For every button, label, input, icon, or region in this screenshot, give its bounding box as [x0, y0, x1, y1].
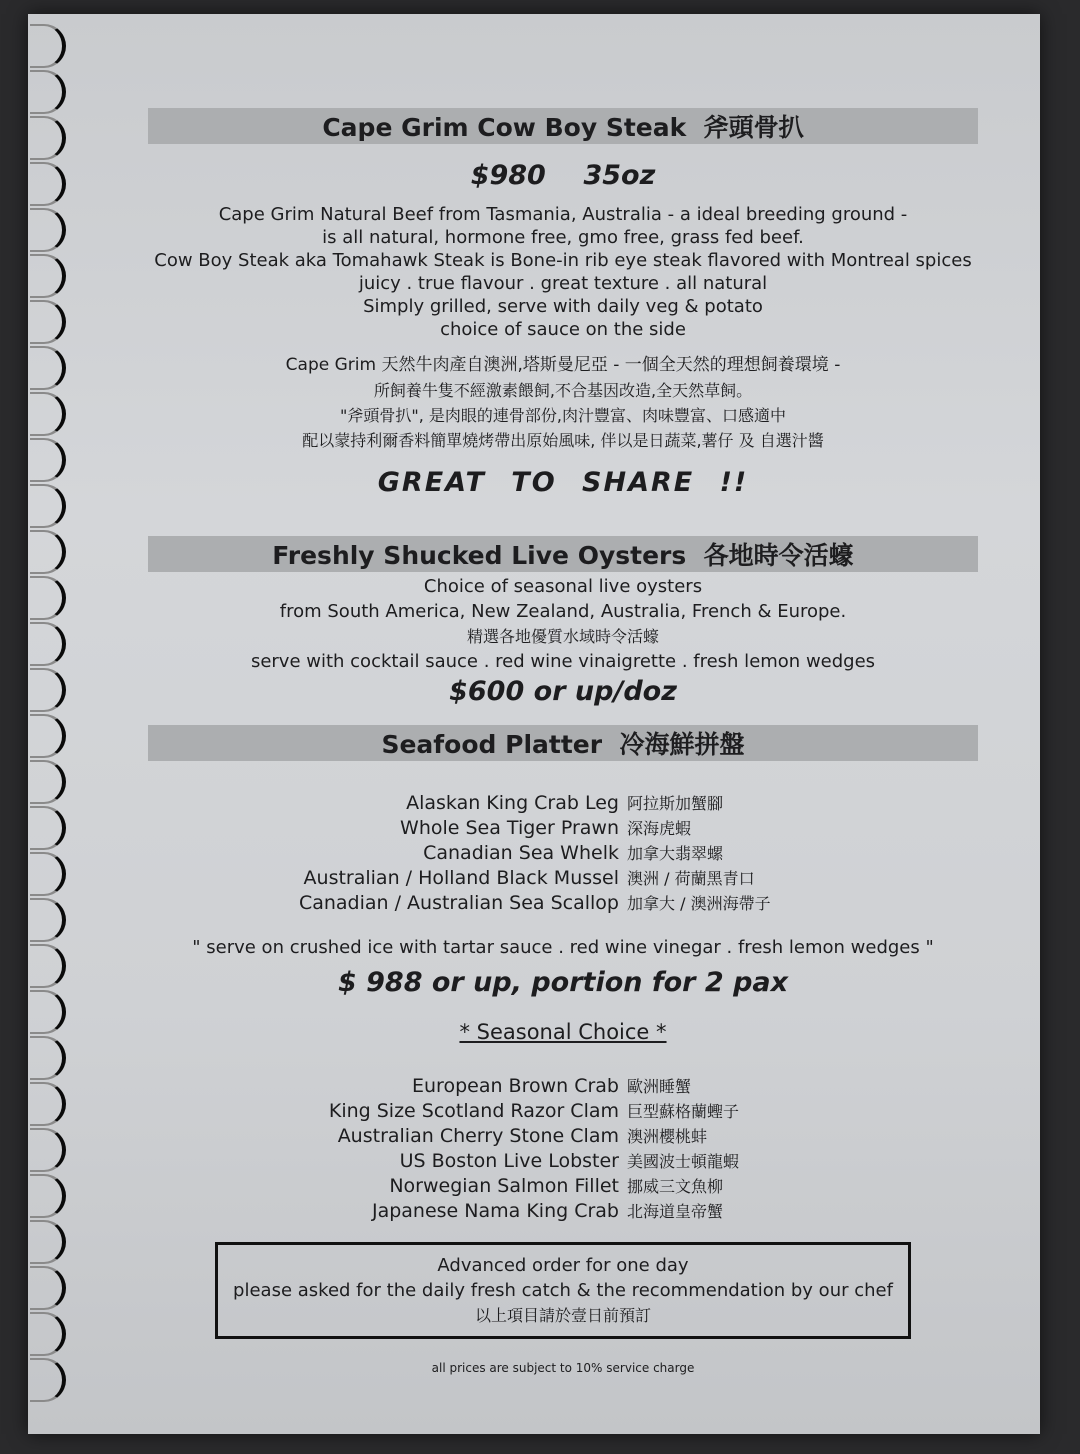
binding-ring	[30, 944, 66, 988]
binding-ring	[30, 760, 66, 804]
item-name-en: Japanese Nama King Crab	[371, 1200, 619, 1222]
list-item	[148, 1149, 978, 1174]
item-name-en: Alaskan King Crab Leg	[406, 792, 619, 814]
notice-line: 以上項目請於壹日前預訂	[474, 1306, 651, 1325]
item-name-zh: 美國波士頓龍蝦	[627, 1152, 740, 1171]
list-item	[148, 866, 978, 891]
desc-line: choice of sauce on the side	[440, 319, 686, 340]
binding-ring	[30, 346, 66, 390]
binding-ring	[30, 300, 66, 344]
item-name-en: US Boston Live Lobster	[399, 1150, 619, 1172]
oysters-line: from South America, New Zealand, Australia, French & Europe.	[279, 601, 847, 622]
binding-ring	[30, 806, 66, 850]
desc-line: is all natural, hormone free, gmo free, grass fed beef.	[322, 227, 804, 248]
desc-line: Simply grilled, serve with daily veg & potato	[363, 296, 763, 317]
binding-ring	[30, 622, 66, 666]
binding-ring	[30, 1128, 66, 1172]
steak-price-line	[148, 160, 978, 191]
platter-items	[148, 791, 978, 916]
binding-ring	[30, 24, 66, 68]
menu-content	[148, 108, 978, 1375]
binding-ring	[30, 1312, 66, 1356]
oysters-line: 精選各地優質水域時令活蠔	[466, 627, 659, 646]
oysters-title: Freshly Shucked Live Oysters	[272, 541, 687, 570]
platter-serve-note: " serve on crushed ice with tartar sauce . red wine vinegar . fresh lemon wedges "	[192, 937, 934, 958]
desc-line: Cape Grim Natural Beef from Tasmania, Australia - a ideal breeding ground -	[218, 204, 908, 225]
oysters-price: $600 or up/doz	[449, 676, 677, 707]
list-item	[148, 1199, 978, 1224]
desc-line: juicy . true flavour . great texture . all natural	[358, 273, 768, 294]
platter-price: $ 988 or up, portion for 2 pax	[337, 967, 789, 998]
list-item	[148, 1074, 978, 1099]
item-name-zh: 加拿大 / 澳洲海帶子	[627, 894, 771, 913]
desc-zh-line: 所飼養牛隻不經激素餵飼,不合基因改造,全天然草飼。	[373, 381, 753, 400]
oysters-description	[148, 574, 978, 674]
menu-page	[28, 14, 1040, 1434]
list-item	[148, 791, 978, 816]
binding-ring	[30, 1358, 66, 1402]
seasonal-title: * Seasonal Choice *	[459, 1020, 667, 1044]
binding-ring	[30, 1082, 66, 1126]
item-name-zh: 北海道皇帝蟹	[627, 1202, 724, 1221]
list-item	[148, 841, 978, 866]
binding-ring	[30, 116, 66, 160]
item-name-zh: 深海虎蝦	[627, 819, 692, 838]
item-name-zh: 加拿大翡翠螺	[627, 844, 724, 863]
binding-ring	[30, 70, 66, 114]
item-name-zh: 歐洲睡蟹	[627, 1077, 692, 1096]
item-name-zh: 阿拉斯加蟹腳	[627, 794, 724, 813]
item-name-zh: 澳洲櫻桃蚌	[627, 1127, 708, 1146]
seasonal-items	[148, 1074, 978, 1224]
binding-ring	[30, 1036, 66, 1080]
desc-zh-line: Cape Grim 天然牛肉產自澳洲,塔斯曼尼亞 - 一個全天然的理想飼養環境 -	[285, 355, 841, 375]
list-item	[148, 1099, 978, 1124]
spiral-binding	[28, 24, 78, 1454]
binding-ring	[30, 1266, 66, 1310]
advance-order-notice	[215, 1242, 911, 1339]
item-name-zh: 挪威三文魚柳	[627, 1177, 724, 1196]
binding-ring	[30, 484, 66, 528]
list-item	[148, 1124, 978, 1149]
list-item	[148, 816, 978, 841]
oysters-title-zh: 各地時令活蠔	[703, 541, 854, 570]
list-item	[148, 1174, 978, 1199]
oysters-line: serve with cocktail sauce . red wine vinaigrette . fresh lemon wedges	[250, 651, 876, 672]
binding-ring	[30, 530, 66, 574]
binding-ring	[30, 1174, 66, 1218]
item-name-en: Canadian / Australian Sea Scallop	[298, 892, 619, 914]
binding-ring	[30, 254, 66, 298]
notice-line: please asked for the daily fresh catch & the recommendation by our chef	[233, 1280, 893, 1301]
item-name-en: Whole Sea Tiger Prawn	[400, 817, 619, 839]
platter-title-zh: 冷海鮮拼盤	[619, 730, 745, 759]
section-header-platter	[148, 725, 978, 761]
binding-ring	[30, 392, 66, 436]
desc-zh-line: "斧頭骨扒", 是肉眼的連骨部份,肉汁豐富、肉味豐富、口感適中	[340, 406, 786, 425]
binding-ring	[30, 990, 66, 1034]
binding-ring	[30, 576, 66, 620]
binding-ring	[30, 898, 66, 942]
item-name-en: Australian Cherry Stone Clam	[337, 1125, 619, 1147]
steak-title: Cape Grim Cow Boy Steak	[322, 113, 687, 142]
desc-line: Cow Boy Steak aka Tomahawk Steak is Bone-in rib eye steak flavored with Montreal spices	[154, 250, 972, 271]
steak-title-zh: 斧頭骨扒	[703, 113, 804, 142]
section-header-steak	[148, 108, 978, 144]
item-name-zh: 巨型蘇格蘭蟶子	[627, 1102, 740, 1121]
steak-description-zh	[148, 353, 978, 453]
binding-ring	[30, 438, 66, 482]
item-name-en: Australian / Holland Black Mussel	[303, 867, 619, 889]
section-header-oysters	[148, 536, 978, 572]
list-item	[148, 891, 978, 916]
binding-ring	[30, 714, 66, 758]
steak-price: $980	[470, 160, 546, 191]
binding-ring	[30, 1220, 66, 1264]
service-charge-note: all prices are subject to 10% service charge	[431, 1361, 695, 1375]
platter-title: Seafood Platter	[381, 730, 603, 759]
item-name-en: King Size Scotland Razor Clam	[328, 1100, 619, 1122]
binding-ring	[30, 852, 66, 896]
steak-description-en	[148, 203, 978, 341]
notice-line: Advanced order for one day	[437, 1255, 689, 1276]
oysters-line: Choice of seasonal live oysters	[423, 576, 703, 597]
steak-weight: 35oz	[583, 160, 656, 191]
item-name-en: European Brown Crab	[412, 1075, 619, 1097]
desc-zh-line: 配以蒙持利爾香料簡單燒烤帶出原始風味, 伴以是日蔬菜,薯仔 及 自選汁醬	[302, 431, 824, 450]
binding-ring	[30, 208, 66, 252]
item-name-en: Norwegian Salmon Fillet	[389, 1175, 619, 1197]
binding-ring	[30, 668, 66, 712]
binding-ring	[30, 162, 66, 206]
item-name-zh: 澳洲 / 荷蘭黑青口	[627, 869, 755, 888]
item-name-en: Canadian Sea Whelk	[423, 842, 619, 864]
steak-tagline: GREAT TO SHARE !!	[377, 467, 749, 498]
